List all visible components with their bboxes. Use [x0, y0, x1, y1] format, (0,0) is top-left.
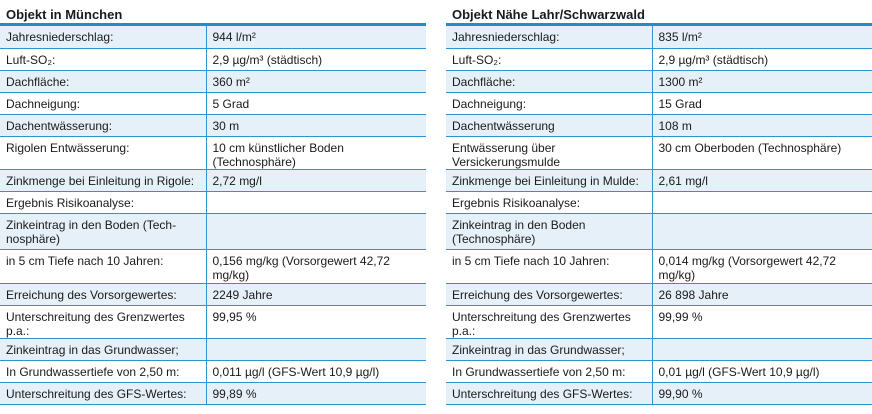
row-label: Dachfläche:	[446, 70, 652, 92]
row-label: Zinkmenge bei Einleitung in Mulde:	[446, 169, 652, 191]
row-value: 99,89 %	[206, 382, 426, 404]
row-value: 0,014 mg/kg (Vorsorgewert 42,72 mg/kg)	[652, 249, 872, 283]
row-label: Dachentwässerung	[446, 114, 652, 136]
panel-lahr	[446, 0, 872, 405]
row-value	[206, 213, 426, 249]
row-label: Zinkeintrag in den Boden (Tech-nosphäre)	[0, 213, 206, 249]
table-row	[446, 136, 872, 169]
row-label: Zinkmenge bei Einleitung in Rigole:	[0, 169, 206, 191]
table-row	[0, 48, 426, 70]
row-label: Zinkeintrag in das Grundwasser;	[0, 338, 206, 360]
row-value: 2249 Jahre	[206, 283, 426, 305]
row-value: 2,9 µg/m³ (städtisch)	[652, 48, 872, 70]
table-row	[446, 213, 872, 249]
table-row	[446, 70, 872, 92]
table-row	[0, 92, 426, 114]
row-label: Dachfläche:	[0, 70, 206, 92]
row-label: Dachneigung:	[446, 92, 652, 114]
row-label: Entwässerung über Versickerungsmulde	[446, 136, 652, 169]
table-row	[0, 136, 426, 169]
row-label: Dachneigung:	[0, 92, 206, 114]
row-value	[652, 338, 872, 360]
table-row	[446, 191, 872, 213]
row-label: Unterschreitung des Grenzwertes p.a.:	[446, 305, 652, 338]
table-row	[0, 305, 426, 338]
row-value: 5 Grad	[206, 92, 426, 114]
row-value: 10 cm künstlicher Boden (Technosphäre)	[206, 136, 426, 169]
row-value	[206, 191, 426, 213]
row-value: 0,01 µg/l (GFS-Wert 10,9 µg/l)	[652, 360, 872, 382]
row-value: 99,90 %	[652, 382, 872, 404]
row-label: Luft-SO₂:	[0, 48, 206, 70]
table-row	[446, 338, 872, 360]
row-label: Erreichung des Vorsorgewertes:	[446, 283, 652, 305]
row-value: 15 Grad	[652, 92, 872, 114]
table-row	[0, 70, 426, 92]
row-label: Ergebnis Risikoanalyse:	[0, 191, 206, 213]
row-value: 99,95 %	[206, 305, 426, 338]
table-row	[446, 26, 872, 48]
row-label: In Grundwassertiefe von 2,50 m:	[0, 360, 206, 382]
table-row	[0, 249, 426, 283]
row-value: 944 l/m²	[206, 26, 426, 48]
row-label: Unterschreitung des Grenzwertes p.a.:	[0, 305, 206, 338]
row-value	[652, 213, 872, 249]
table-row	[446, 48, 872, 70]
row-label: Jahresniederschlag:	[446, 26, 652, 48]
table-row	[0, 360, 426, 382]
row-label: Zinkeintrag in den Boden (Technosphäre)	[446, 213, 652, 249]
row-value: 835 l/m²	[652, 26, 872, 48]
table-row	[446, 114, 872, 136]
table-row	[0, 382, 426, 404]
data-table	[446, 26, 872, 405]
panel-muenchen	[0, 0, 426, 405]
table-row	[0, 191, 426, 213]
row-label: Erreichung des Vorsorgewertes:	[0, 283, 206, 305]
table-row	[0, 114, 426, 136]
data-table	[0, 26, 426, 405]
row-value	[206, 338, 426, 360]
table-row	[0, 169, 426, 191]
row-value: 2,9 µg/m³ (städtisch)	[206, 48, 426, 70]
table-row	[0, 283, 426, 305]
table-row	[0, 26, 426, 48]
row-value: 0,156 mg/kg (Vorsorgewert 42,72 mg/kg)	[206, 249, 426, 283]
table-row	[446, 249, 872, 283]
row-value: 26 898 Jahre	[652, 283, 872, 305]
row-value: 1300 m²	[652, 70, 872, 92]
row-value: 99,99 %	[652, 305, 872, 338]
row-label: Luft-SO₂:	[446, 48, 652, 70]
row-label: Zinkeintrag in das Grundwasser;	[446, 338, 652, 360]
table-row	[446, 360, 872, 382]
table-row	[0, 213, 426, 249]
row-label: Jahresniederschlag:	[0, 26, 206, 48]
row-label: in 5 cm Tiefe nach 10 Jahren:	[446, 249, 652, 283]
row-value: 360 m²	[206, 70, 426, 92]
row-label: Ergebnis Risikoanalyse:	[446, 191, 652, 213]
table-row	[446, 283, 872, 305]
table-row	[446, 382, 872, 404]
row-value	[652, 191, 872, 213]
row-value: 2,61 mg/l	[652, 169, 872, 191]
table-row	[0, 338, 426, 360]
table-row	[446, 92, 872, 114]
table-row	[446, 305, 872, 338]
panel-title: Objekt in München	[0, 0, 426, 26]
row-value: 0,011 µg/l (GFS-Wert 10,9 µg/l)	[206, 360, 426, 382]
row-value: 30 m	[206, 114, 426, 136]
table-row	[446, 169, 872, 191]
row-label: Rigolen Entwässerung:	[0, 136, 206, 169]
row-value: 30 cm Oberboden (Technosphäre)	[652, 136, 872, 169]
row-label: Unterschreitung des GFS-Wertes:	[0, 382, 206, 404]
row-label: Unterschreitung des GFS-Wertes:	[446, 382, 652, 404]
row-label: in 5 cm Tiefe nach 10 Jahren:	[0, 249, 206, 283]
row-label: In Grundwassertiefe von 2,50 m:	[446, 360, 652, 382]
row-label: Dachentwässerung:	[0, 114, 206, 136]
row-value: 108 m	[652, 114, 872, 136]
panel-title: Objekt Nähe Lahr/Schwarzwald	[446, 0, 872, 26]
row-value: 2,72 mg/l	[206, 169, 426, 191]
